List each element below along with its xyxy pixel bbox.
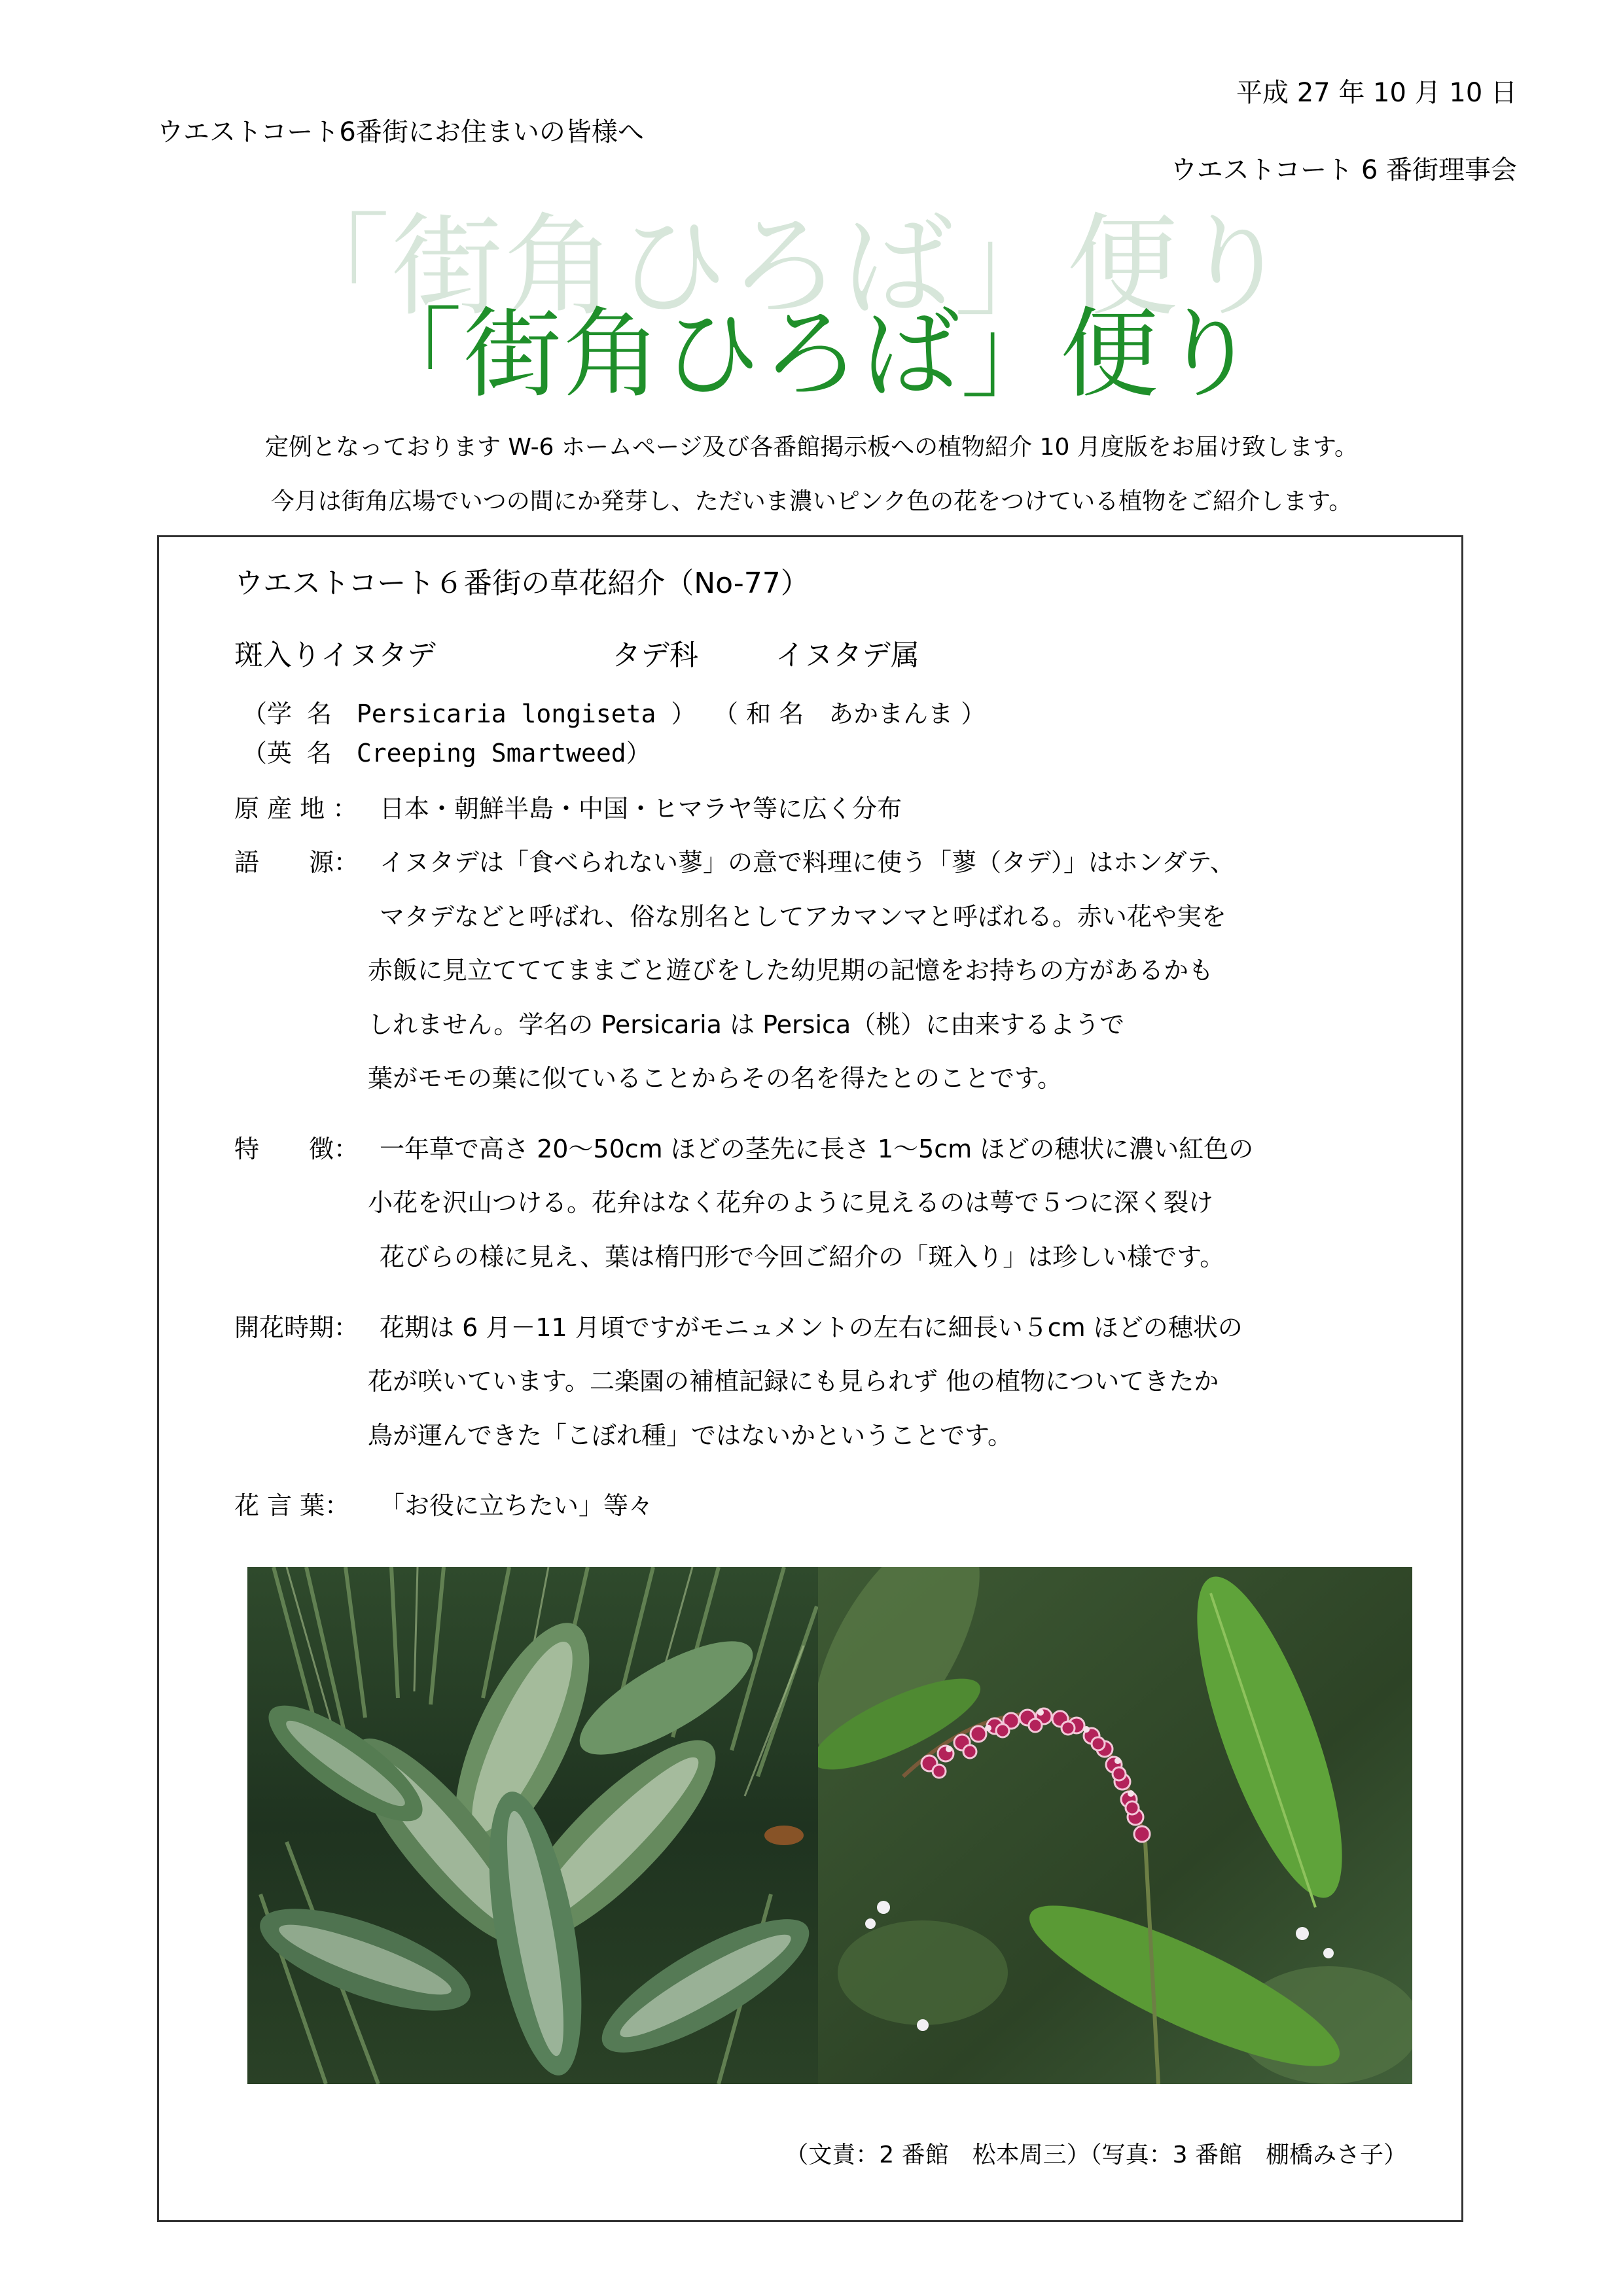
plant-family: タデ科	[612, 639, 698, 672]
page-title: 「街角ひろば」便り	[363, 298, 1259, 412]
flowering-line-2: 花が咲いています。二楽園の補植記録にも見られず 他の植物についてきたか	[368, 1367, 1219, 1396]
etymology-label: 語 源：	[234, 848, 359, 877]
intro-line-1: 定例となっております W-6 ホームページ及び各番館掲示板への植物紹介 10 月度版をお届け致します。	[264, 434, 1358, 461]
features-label: 特 徴：	[234, 1135, 359, 1163]
plant-name: 斑入りイヌタデ	[234, 639, 436, 672]
etymology-line-2: マタデなどと呼ばれ、俗な別名としてアカマンマと呼ばれる。赤い花や実を	[380, 902, 1226, 931]
origin-label: 原 産 地 ：	[234, 794, 358, 823]
issue-date: 平成 27 年 10 月 10 日	[1236, 78, 1517, 108]
title-shadow: 「街角ひろば」便り	[278, 202, 1292, 332]
features-line-3: 花びらの様に見え、葉は楕円形で今回ご紹介の「斑入り」は珍しい様です。	[380, 1243, 1225, 1271]
intro-line-2: 今月は街角広場でいつの間にか発芽し、ただいま濃いピンク色の花をつけている植物をご紹介します。	[270, 488, 1353, 515]
etymology-line-4: しれません。学名の Persicaria は Persica（桃）に由来するようで	[368, 1010, 1125, 1039]
credit-line: （文責：2 番館 松本周三）（写真：3 番館 棚橋みさ子）	[785, 2142, 1407, 2168]
etymology-line-5: 葉がモモの葉に似ていることからその名を得たとのことです。	[368, 1064, 1062, 1093]
features-line-1: 一年草で高さ 20～50cm ほどの茎先に長さ 1～5cm ほどの穂状に濃い紅色の	[380, 1135, 1254, 1163]
scientific-name: （学 名 Persicaria longiseta ）	[242, 699, 696, 728]
flowering-label: 開花時期：	[234, 1313, 359, 1342]
etymology-line-1: イヌタデは「食べられない蓼」の意で料理に使う「蓼（タデ）」はホンダテ、	[380, 848, 1235, 877]
pink-flower-spike-photo	[818, 1567, 1412, 2084]
features-line-2: 小花を沢山つける。花弁はなく花弁のように見えるのは萼で５つに深く裂け	[368, 1188, 1214, 1217]
section-title: ウエストコート６番街の草花紹介（No-77）	[234, 567, 810, 600]
english-name: （英 名 Creeping Smartweed）	[242, 739, 651, 768]
flower-language-text: 「お役に立ちたい」等々	[380, 1491, 654, 1520]
plant-genus: イヌタデ属	[776, 639, 919, 672]
etymology-line-3: 赤飯に見立てててままごと遊びをした幼児期の記憶をお持ちの方があるかも	[368, 956, 1214, 985]
sender-line: ウエストコート 6 番街理事会	[1170, 155, 1517, 185]
flowering-line-1: 花期は 6 月－11 月頃ですがモニュメントの左右に細長い５cm ほどの穂状の	[380, 1313, 1243, 1342]
japanese-name: （ 和 名 あかまんま ）	[713, 699, 986, 728]
origin-text: 日本・朝鮮半島・中国・ヒマラヤ等に広く分布	[380, 794, 902, 823]
recipient-line: ウエストコート6番街にお住まいの皆様へ	[157, 117, 644, 147]
variegated-leaves-photo	[247, 1567, 818, 2084]
flowering-line-3: 鳥が運んできた「こぼれ種」ではないかということです。	[368, 1421, 1012, 1450]
flower-language-label: 花 言 葉：	[234, 1491, 350, 1520]
